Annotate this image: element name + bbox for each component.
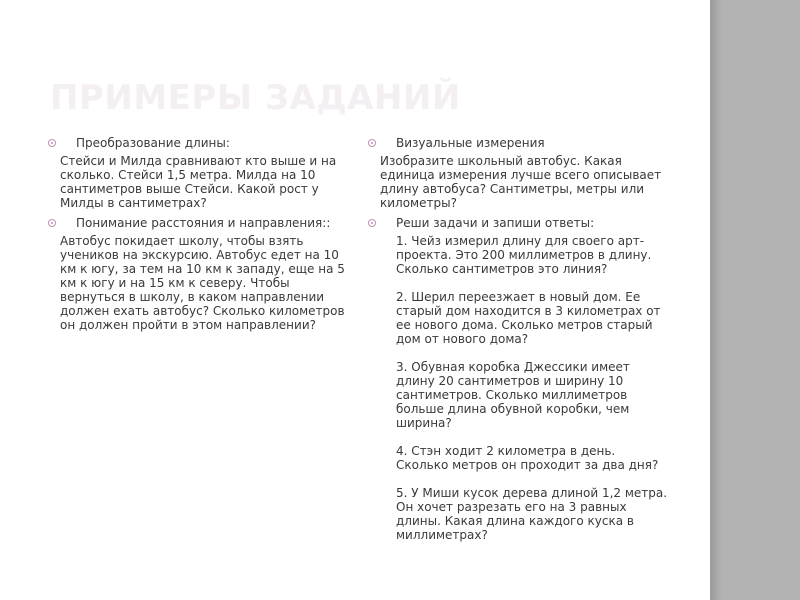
right-bullet-2-text: Реши задачи и запиши ответы: — [396, 216, 595, 230]
right-bullet-1-text: Визуальные измерения — [396, 136, 545, 150]
left-bullet-2-text: Понимание расстояния и направления:: — [76, 216, 331, 230]
task-2: 2. Шерил переезжает в новый дом. Ее старый дом находится в 3 километрах от ее нового дома. Сколько метров старый дом от нового дома? — [396, 290, 661, 346]
bullet-icon — [48, 139, 56, 147]
task-5: 5. У Миши кусок дерева длиной 1,2 метра. Он хочет разрезать его на 3 равных длины. Какая длина каждого куска в миллиметрах? — [396, 486, 668, 542]
bullet-icon — [368, 219, 376, 227]
task-3: 3. Обувная коробка Джессики имеет длину 20 сантиметров и ширину 10 сантиметров. Сколько миллиметров больше длина обувной коробки, чем ширина? — [396, 360, 630, 430]
slide-title: ПРИМЕРЫ ЗАДАНИЙ — [50, 78, 461, 118]
left-bullet-1-text: Преобразование длины: — [76, 136, 230, 150]
bullet-icon — [48, 219, 56, 227]
left-paragraph-2: Автобус покидает школу, чтобы взять учеников на экскурсию. Автобус едет на 10 км к югу, за тем на 10 км к западу, еще на 5 км к югу и на 15 км к северу. Чтобы вернуться в школу, в каком направлении должен ехать автобус? Сколько километров он должен пройти в этом направлении? — [60, 234, 345, 332]
right-bullet-2 — [368, 216, 668, 230]
left-column — [48, 136, 358, 338]
side-decor-shadow — [710, 0, 722, 600]
left-paragraph-1: Стейси и Милда сравнивают кто выше и на сколько. Стейси 1,5 метра. Милда на 10 сантиметров выше Стейси. Какой рост у Милды в сантиметрах? — [60, 154, 337, 210]
right-bullet-1 — [368, 136, 668, 150]
task-4: 4. Стэн ходит 2 километра в день. Сколько метров он проходит за два дня? — [396, 444, 659, 472]
left-bullet-2 — [48, 216, 358, 230]
right-column — [368, 136, 668, 548]
left-bullet-1 — [48, 136, 358, 150]
side-decor-band — [710, 0, 800, 600]
task-1: 1. Чейз измерил длину для своего арт-проекта. Это 200 миллиметров в длину. Сколько сантиметров это линия? — [396, 234, 652, 276]
right-paragraph-1: Изобразите школьный автобус. Какая единица измерения лучше всего описывает длину автобуса? Сантиметры, метры или километры? — [380, 154, 662, 210]
bullet-icon — [368, 139, 376, 147]
